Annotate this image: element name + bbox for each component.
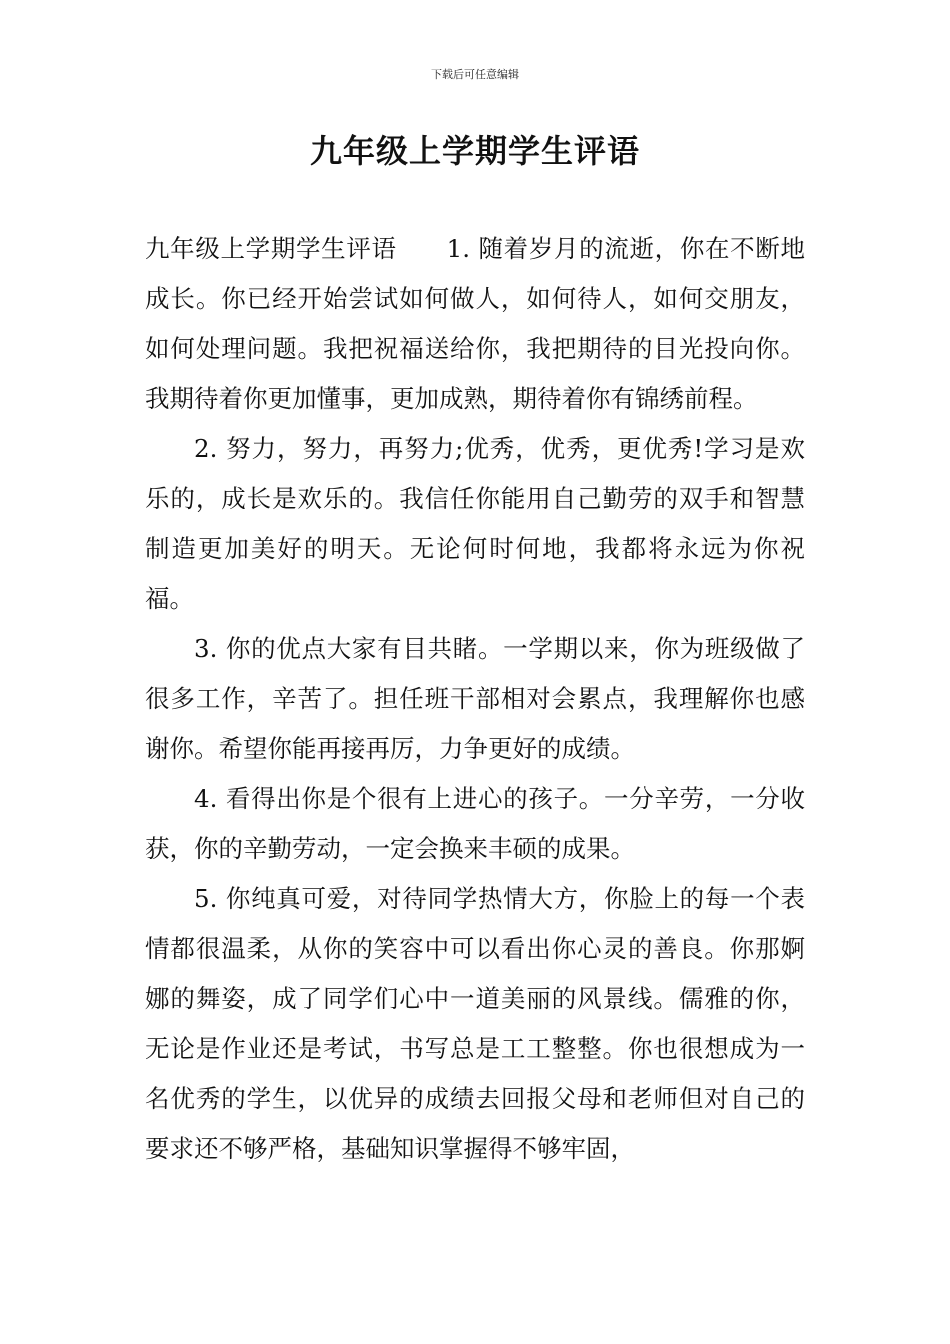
header-note: 下载后可任意编辑: [431, 68, 519, 81]
document-title: 九年级上学期学生评语: [309, 132, 640, 170]
paragraph-3: 3. 你的优点大家有目共睹。一学期以来，你为班级做了很多工作，辛苦了。担任班干部相对会累点，我理解你也感谢你。希望你能再接再厉，力争更好的成绩。: [145, 634, 805, 763]
document-body: [145, 224, 805, 1174]
intro-label: 九年级上学期学生评语: [145, 234, 397, 263]
paragraph-5: 5. 你纯真可爱，对待同学热情大方，你脸上的每一个表情都很温柔，从你的笑容中可以看出你心灵的善良。你那婀娜的舞姿，成了同学们心中一道美丽的风景线。儒雅的你，无论是作业还是考试，书写总是工工整整。你也很想成为一名优秀的学生，以优异的成绩去回报父母和老师但对自己的要求还不够严格，基础知识掌握得不够牢固，: [145, 884, 805, 1163]
paragraph-text: 1. 随着岁月的流逝，你在不断地成长。你已经开始尝试如何做人，如何待人，如何交朋友，如何处理问题。我把祝福送给你，我把期待的目光投向你。我期待着你更加懂事，更加成熟，期待着你有锦绣前程。: [145, 234, 805, 413]
paragraph-1: [145, 224, 805, 424]
paragraph-2: 2. 努力，努力，再努力;优秀，优秀，更优秀!学习是欢乐的，成长是欢乐的。我信任你能用自己勤劳的双手和智慧制造更加美好的明天。无论何时何地，我都将永远为你祝福。: [145, 434, 805, 613]
paragraph-4: 4. 看得出你是个很有上进心的孩子。一分辛劳，一分收获，你的辛勤劳动，一定会换来丰硕的成果。: [145, 784, 805, 863]
